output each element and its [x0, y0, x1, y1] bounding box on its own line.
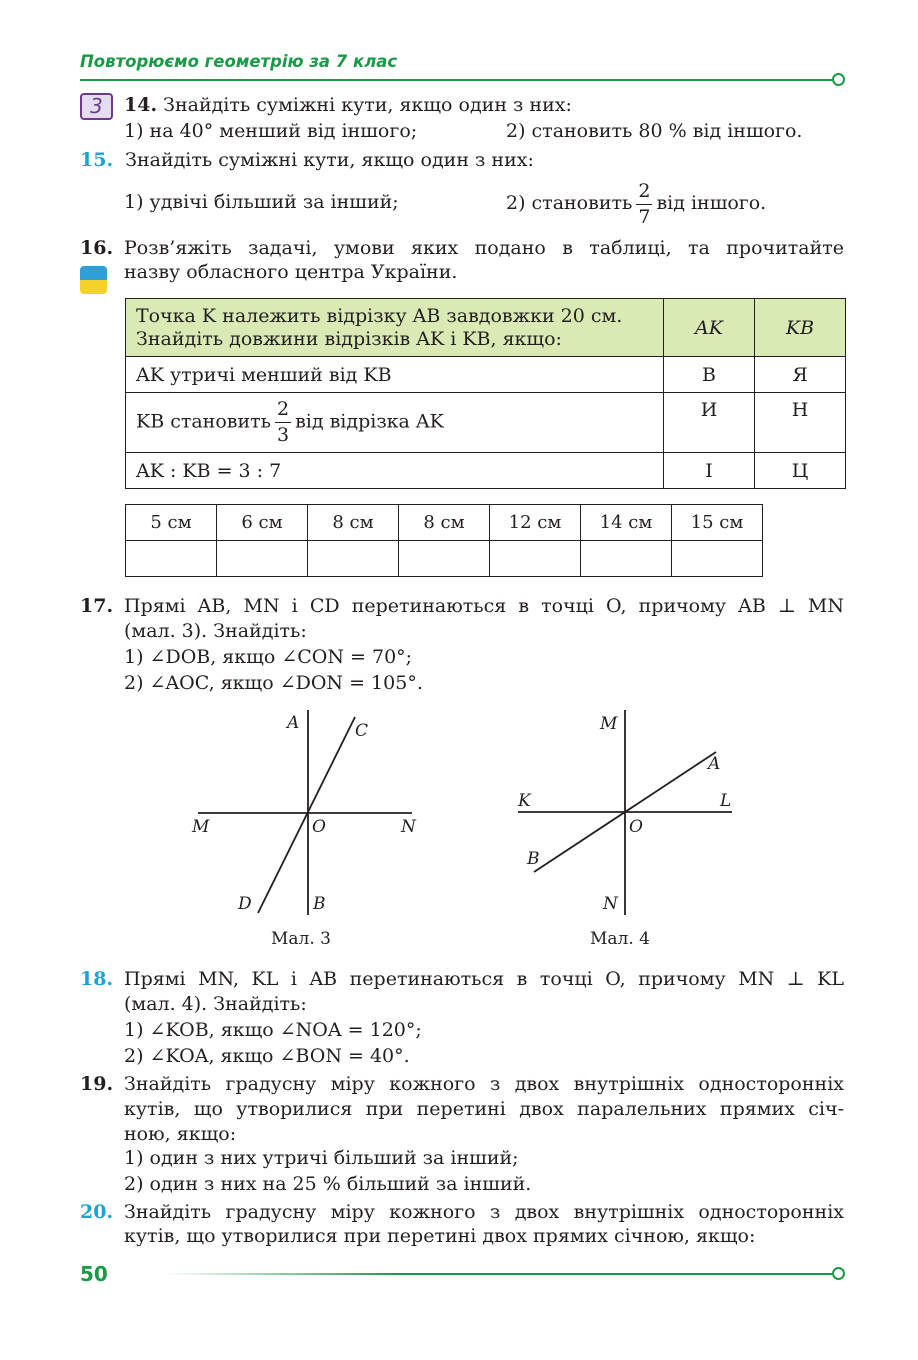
label-o: O	[629, 817, 643, 837]
value-cell: 12 см	[490, 505, 581, 541]
table-header-row	[126, 299, 846, 357]
value-cell: 8 см	[399, 505, 490, 541]
empty-cell	[126, 541, 217, 577]
label-k: K	[518, 791, 531, 811]
problem-16-line-2: назву обласного центра України.	[124, 261, 458, 283]
problem-17-line-1: Прямі AB, MN і CD перетинаються в точці O, причому AB ⊥ MN	[124, 595, 844, 617]
ak-letter: И	[664, 393, 755, 453]
header-rule-end-circle	[832, 73, 845, 86]
footer-rule-end-circle	[832, 1267, 845, 1280]
problem-number: 14.	[124, 94, 158, 116]
conditions-table	[125, 298, 846, 489]
problem-15-option-2	[506, 176, 766, 230]
label-m: M	[192, 817, 210, 837]
value-cell: 15 см	[672, 505, 763, 541]
section-title: Повторюємо геометрію за 7 клас	[80, 52, 398, 71]
label-o: O	[312, 817, 326, 837]
problem-19-line-2: кутів, що утворилися при перетині двох паралельних прямих січ-	[124, 1098, 844, 1120]
problem-number-18: 18.	[80, 968, 114, 990]
value-cell: 14 см	[581, 505, 672, 541]
value-cell: 8 см	[308, 505, 399, 541]
problem-number-19: 19.	[80, 1073, 114, 1095]
table-row	[126, 393, 846, 453]
denominator: 3	[277, 424, 290, 446]
problem-19-line-3: ною, якщо:	[124, 1123, 237, 1145]
condition-text: KB становить	[136, 410, 271, 433]
header-rule	[80, 79, 832, 81]
problem-number: 15.	[80, 149, 114, 171]
table-row	[126, 357, 846, 393]
problem-number-16: 16.	[80, 237, 114, 259]
problem-14-option-2: 2) становить 80 % від іншого.	[506, 120, 803, 142]
label-l: L	[720, 791, 732, 811]
header-kb: KB	[755, 299, 846, 357]
problem-19-item-1: 1) один з них утричі більший за інший;	[124, 1147, 519, 1169]
empty-cell	[217, 541, 308, 577]
numerator: 2	[636, 182, 652, 205]
empty-cell	[399, 541, 490, 577]
problem-text: Знайдіть суміжні кути, якщо один з них:	[125, 149, 534, 171]
label-a: A	[287, 713, 300, 733]
value-cell: 5 см	[126, 505, 217, 541]
problem-15	[80, 148, 534, 173]
figure-4	[510, 705, 750, 920]
problem-16-line-1: Розв’яжіть задачі, умови яких подано в таблиці, та прочитайте	[124, 237, 844, 259]
label-d: D	[238, 894, 252, 914]
problem-14	[124, 93, 572, 118]
condition-cell	[126, 393, 664, 453]
page-number: 50	[80, 1262, 108, 1286]
header-condition	[126, 299, 664, 357]
label-n: N	[603, 894, 618, 914]
letters-row	[126, 541, 763, 577]
condition-text: від відрізка AK	[295, 410, 444, 433]
problem-20-line-2: кутів, що утворилися при перетині двох прямих січною, якщо:	[124, 1225, 756, 1247]
problem-18-item-1: 1) ∠KOB, якщо ∠NOA = 120°;	[124, 1019, 422, 1041]
header-line-2: Знайдіть довжини відрізків AK і KB, якщо:	[136, 327, 562, 350]
label-b: B	[313, 894, 326, 914]
line-cd	[258, 717, 355, 913]
problem-number-17: 17.	[80, 595, 114, 617]
problem-14-option-1: 1) на 40° менший від іншого;	[124, 120, 418, 142]
ak-letter: В	[664, 357, 755, 393]
footer-rule	[165, 1273, 832, 1275]
table-row	[126, 453, 846, 489]
problem-17-item-2: 2) ∠AOC, якщо ∠DON = 105°.	[124, 672, 423, 694]
label-a: A	[708, 754, 721, 774]
condition-cell: AK : KB = 3 : 7	[126, 453, 664, 489]
header-line-1: Точка K належить відрізку AB завдовжки 20 см.	[136, 304, 623, 327]
value-cell: 6 см	[217, 505, 308, 541]
kb-letter: Я	[755, 357, 846, 393]
condition-cell: AK утричі менший від KB	[126, 357, 664, 393]
numerator: 2	[275, 400, 291, 423]
problem-18-line-2: (мал. 4). Знайдіть:	[124, 993, 307, 1015]
kb-letter: Ц	[755, 453, 846, 489]
problem-19-line-1: Знайдіть градусну міру кожного з двох внутрішніх односторонніх	[124, 1073, 844, 1095]
header-ak: AK	[664, 299, 755, 357]
level-3-badge	[80, 93, 113, 120]
problem-18-item-2: 2) ∠KOA, якщо ∠BON = 40°.	[124, 1045, 410, 1067]
problem-15-option-1: 1) удвічі більший за інший;	[124, 191, 399, 213]
empty-cell	[490, 541, 581, 577]
figure-3	[180, 705, 440, 920]
empty-cell	[672, 541, 763, 577]
ak-letter: І	[664, 453, 755, 489]
label-b: B	[527, 849, 540, 869]
option-text: 2) становить	[506, 192, 633, 214]
figure-3-caption: Мал. 3	[271, 929, 331, 949]
empty-cell	[308, 541, 399, 577]
values-row	[126, 505, 763, 541]
denominator: 7	[638, 205, 651, 228]
fraction	[275, 400, 291, 445]
problem-text: Знайдіть суміжні кути, якщо один з них:	[163, 94, 572, 116]
label-m: M	[600, 714, 618, 734]
ukraine-flag-icon	[80, 266, 107, 294]
problem-17-line-2: (мал. 3). Знайдіть:	[124, 620, 307, 642]
problem-17-item-1: 1) ∠DOB, якщо ∠CON = 70°;	[124, 646, 413, 668]
fraction	[636, 179, 652, 228]
label-n: N	[401, 817, 416, 837]
empty-cell	[581, 541, 672, 577]
label-c: C	[355, 721, 369, 741]
problem-18-line-1: Прямі MN, KL і AB перетинаються в точці O, причому MN ⊥ KL	[124, 968, 844, 990]
option-text: від іншого.	[656, 192, 767, 214]
problem-19-item-2: 2) один з них на 25 % більший за інший.	[124, 1173, 532, 1195]
figure-4-caption: Мал. 4	[590, 929, 650, 949]
problem-number-20: 20.	[80, 1201, 114, 1223]
answers-table	[125, 504, 763, 577]
problem-20-line-1: Знайдіть градусну міру кожного з двох внутрішніх односторонніх	[124, 1201, 844, 1223]
level-number: 3	[90, 94, 103, 118]
kb-letter: Н	[755, 393, 846, 453]
